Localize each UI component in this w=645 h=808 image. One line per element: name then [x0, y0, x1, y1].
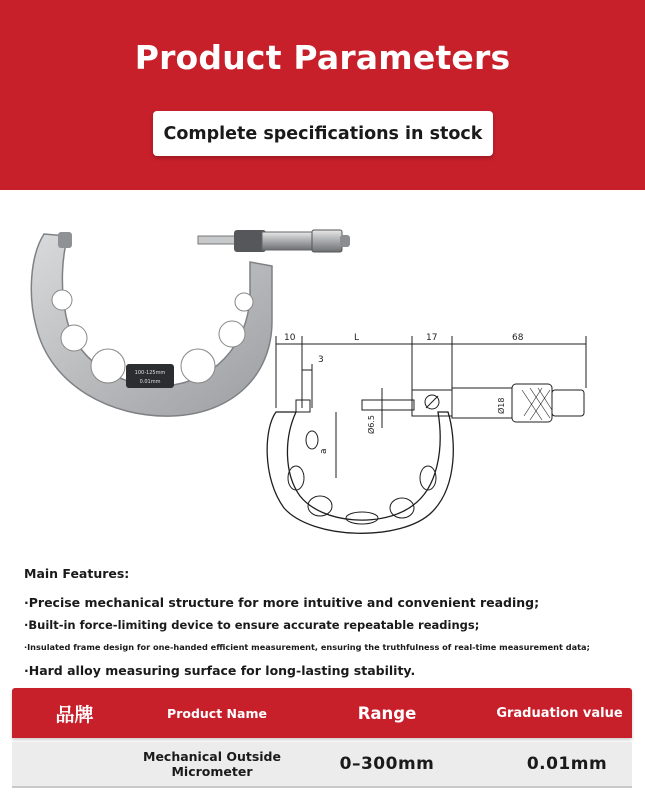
spindle-shape — [198, 236, 240, 244]
feature-item: ·Built-in force-limiting device to ensure accurate repeatable readings; — [24, 618, 480, 632]
drawing-thimble — [512, 384, 552, 422]
frame-hole — [61, 325, 87, 351]
main-features-section — [24, 566, 624, 678]
feature-item: ·Insulated frame design for one-handed efficient measurement, ensuring the truthfulness of real-time measurement data; — [24, 642, 590, 652]
drawing-frame — [267, 412, 453, 533]
header-graduation: Graduation value — [496, 705, 623, 721]
frame-hole — [181, 349, 215, 383]
subtitle-text: Complete specifications in stock — [163, 123, 483, 144]
drawing-ratchet — [552, 390, 584, 416]
thimble-shape — [312, 230, 342, 252]
technical-drawing — [262, 328, 592, 543]
dim-d18-label: Ø18 — [497, 397, 506, 414]
frame-hole — [52, 290, 72, 310]
drawing-anvil — [296, 400, 310, 412]
header-range: Range — [357, 703, 417, 723]
header-banner — [0, 0, 645, 190]
cell-graduation: 0.01mm — [526, 754, 608, 774]
anvil-shape — [58, 232, 72, 248]
spec-table — [12, 688, 632, 788]
dim-3-label: 3 — [318, 355, 324, 365]
plate-text-1: 100-125mm — [134, 370, 166, 376]
product-name-line2: Micrometer — [171, 764, 253, 779]
spec-table-header — [12, 688, 632, 738]
plate-text-2: 0.01mm — [139, 379, 161, 385]
feature-item: ·Precise mechanical structure for more intuitive and convenient reading; — [24, 595, 540, 610]
lock-nut-shape — [234, 230, 266, 252]
frame-hole — [235, 293, 253, 311]
dim-a-label: a — [319, 448, 329, 454]
product-name-line1: Mechanical Outside — [143, 749, 281, 764]
table-row — [12, 742, 632, 788]
page-title: Product Parameters — [134, 38, 511, 77]
ratchet-shape — [340, 235, 350, 247]
cell-product-name — [127, 742, 297, 786]
sleeve-shape — [262, 232, 314, 250]
cell-range: 0–300mm — [339, 754, 435, 774]
dim-68-label: 68 — [512, 333, 524, 343]
header-product-name: Product Name — [167, 705, 267, 721]
dim-17-label: 17 — [426, 333, 438, 343]
feature-item: ·Hard alloy measuring surface for long-lasting stability. — [24, 663, 416, 678]
header-brand: 品牌 — [55, 703, 94, 726]
frame-hole — [219, 321, 245, 347]
dim-10-label: 10 — [284, 333, 296, 343]
subtitle-badge — [153, 111, 493, 156]
dim-d65-label: Ø6.5 — [367, 414, 376, 434]
frame-hole — [91, 349, 125, 383]
dim-L-label: L — [354, 333, 360, 343]
drawing-spindle — [362, 400, 414, 410]
features-heading: Main Features: — [24, 566, 130, 581]
